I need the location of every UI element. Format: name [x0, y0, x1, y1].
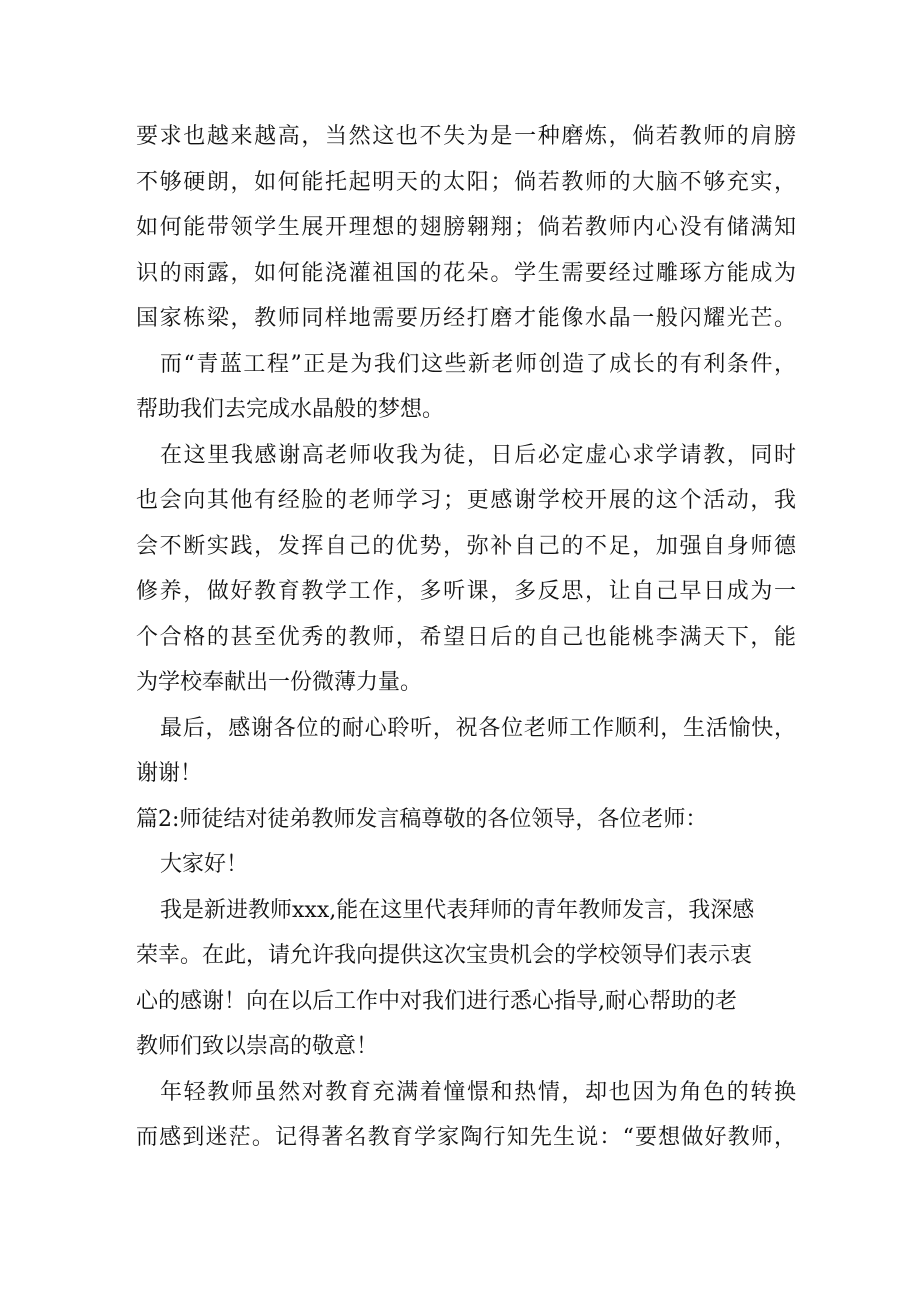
document-body — [136, 114, 796, 1161]
text-line: 要求也越来越高，当然这也不失为是一种磨炼，倘若教师的肩膀 — [136, 124, 796, 149]
text-line: 在这里我感谢高老师收我为徒，日后必定虚心求学请教，同时 — [160, 442, 796, 468]
text-line: 帮助我们去完成水晶般的梦想。 — [136, 397, 445, 422]
text-line: 会不断实践，发挥自己的优势，弥补自己的不足，加强自身师德 — [136, 533, 796, 559]
text-line: 也会向其他有经脸的老师学习；更感谢学校开展的这个活动，我 — [136, 488, 796, 513]
text-line: 年轻教师虽然对教育充满着憧憬和热情，却也因为角色的转换 — [160, 1079, 796, 1105]
text-line: 我是新进教师xxx,能在这里代表拜师的青年教师发言，我深感 — [160, 897, 755, 923]
text-line: 个合格的甚至优秀的教师，希望日后的自己也能桃李满天下，能 — [136, 624, 796, 650]
text-line: 不够硬朗，如何能托起明天的太阳；倘若教师的大脑不够充实， — [136, 169, 796, 195]
text-line: 而“青蓝工程”正是为我们这些新老师创造了成长的有利条件， — [160, 351, 796, 377]
text-line: 识的雨露，如何能浇灌祖国的花朵。学生需要经过雕琢方能成为 — [136, 260, 796, 286]
text-line: 而感到迷茫。记得著名教育学家陶行知先生说：“要想做好教师， — [136, 1125, 796, 1150]
text-line: 如何能带领学生展开理想的翅膀翱翔；倘若教师内心没有储满知 — [136, 215, 796, 240]
text-line: 为学校奉献出一份微薄力量。 — [136, 670, 423, 695]
text-line: 修养，做好教育教学工作，多听课，多反思，让自己早日成为一 — [136, 579, 796, 604]
text-line: 大家好！ — [160, 852, 249, 877]
text-line: 心的感谢！向在以后工作中对我们进行悉心指导,耐心帮助的老 — [136, 988, 737, 1014]
text-line: 最后，感谢各位的耐心聆听，祝各位老师工作顺利，生活愉快， — [160, 715, 796, 741]
text-line: 国家栋梁，教师同样地需要历经打磨才能像水晶一般闪耀光芒。 — [136, 306, 796, 331]
text-line: 谢谢！ — [136, 761, 203, 786]
text-line: 教师们致以崇高的敬意！ — [136, 1034, 379, 1059]
section-heading: 篇2:师徒结对徒弟教师发言稿尊敬的各位领导，各位老师： — [136, 806, 708, 832]
text-line: 荣幸。在此，请允许我向提供这次宝贵机会的学校领导们表示衷 — [136, 943, 753, 968]
